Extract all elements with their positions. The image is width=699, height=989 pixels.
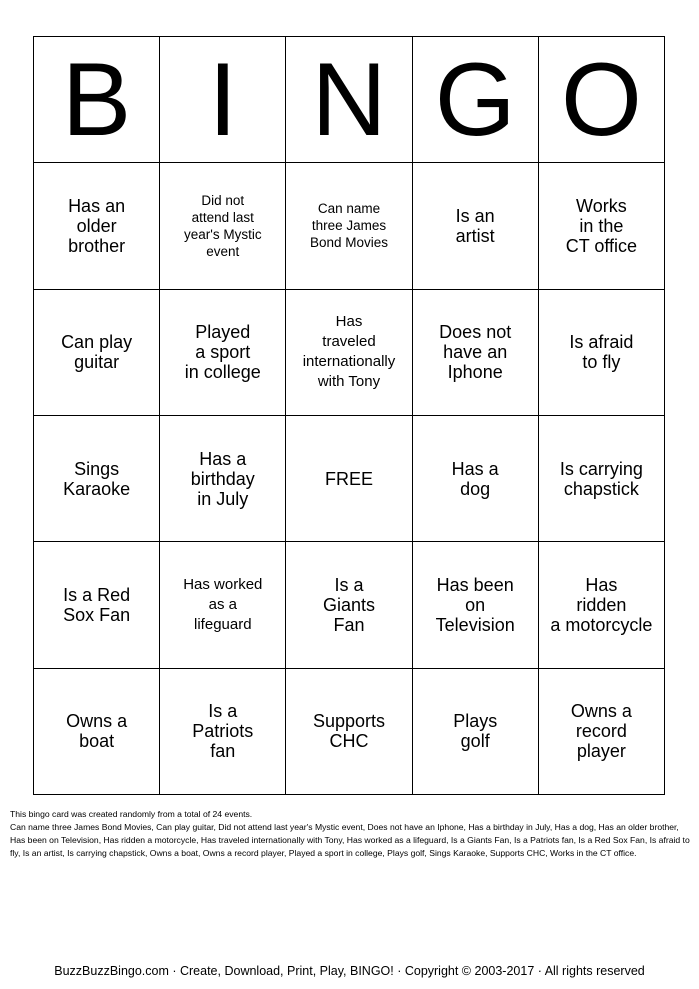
bingo-cell (539, 416, 665, 542)
bingo-cell (160, 163, 286, 289)
cell-text: Is afraid to fly (569, 332, 634, 373)
cell-text: Sings Karaoke (63, 458, 131, 499)
header-cell-n (286, 37, 412, 163)
bingo-cell (160, 290, 286, 416)
bingo-cell (160, 542, 286, 668)
header-cell-g (413, 37, 539, 163)
events-footnote (10, 808, 690, 860)
cell-text: Has worked as a lifeguard (183, 575, 263, 633)
bingo-cell (34, 542, 160, 668)
bingo-cell (160, 416, 286, 542)
cell-text: Has an older brother (68, 195, 126, 256)
bingo-cell (413, 290, 539, 416)
header-letter: B (61, 41, 132, 158)
site-footer: BuzzBuzzBingo.com · Create, Download, Print, Play, BINGO! · Copyright © 2003-2017 · All rights reserved (54, 964, 645, 978)
header-letter: O (560, 41, 642, 158)
cell-text: Has a birthday in July (190, 448, 255, 509)
cell-text: Works in the CT office (565, 195, 638, 256)
bingo-cell (286, 290, 412, 416)
cell-text: Has ridden a motorcycle (550, 574, 653, 635)
cell-text: Has traveled internationally with Tony (302, 313, 396, 391)
cell-text: FREE (324, 468, 373, 489)
bingo-cell (34, 669, 160, 795)
cell-text: Is a Red Sox Fan (63, 584, 131, 625)
cell-text: Can play guitar (61, 332, 133, 373)
cell-text: Is carrying chapstick (559, 458, 643, 499)
header-cell-o (539, 37, 665, 163)
header-letter: N (311, 41, 387, 158)
bingo-cell (413, 416, 539, 542)
bingo-cell (539, 542, 665, 668)
cell-text: Owns a record player (570, 701, 632, 762)
bingo-cell (539, 669, 665, 795)
cell-text: Did not attend last year's Mystic event (183, 192, 262, 259)
bingo-cell (34, 163, 160, 289)
free-cell (286, 416, 412, 542)
cell-text: Can name three James Bond Movies (309, 201, 389, 251)
footnote-summary: This bingo card was created randomly from a total of 24 events. (10, 809, 253, 819)
bingo-cell (34, 416, 160, 542)
cell-text: Is an artist (455, 205, 495, 246)
cell-text: Is a Patriots fan (192, 701, 254, 762)
cell-text: Owns a boat (66, 711, 128, 752)
bingo-cell (286, 669, 412, 795)
cell-text: Supports CHC (312, 711, 386, 752)
bingo-cell (413, 669, 539, 795)
bingo-cell (286, 542, 412, 668)
cell-text: Has a dog (451, 458, 499, 499)
header-letter: I (208, 41, 238, 158)
bingo-cell (160, 669, 286, 795)
bingo-cell (539, 290, 665, 416)
cell-text: Has been on Television (435, 574, 515, 635)
bingo-cell (539, 163, 665, 289)
bingo-cell (286, 163, 412, 289)
bingo-cell (34, 290, 160, 416)
header-cell-b (34, 37, 160, 163)
cell-text: Played a sport in college (184, 322, 261, 383)
cell-text: Does not have an Iphone (439, 322, 512, 383)
bingo-cell (413, 163, 539, 289)
footnote-event-list: Can name three James Bond Movies, Can play guitar, Did not attend last year's Mystic event, Does not have an Iphone, Has a birthday in July, Has a dog, Has an older brother, Has been on Television, Has ridden a motorcycle, Has traveled internationally with Tony, Has worked as a lifeguard, Is a Giants Fan, Is a Patriots fan, Is a Red Sox Fan, Is afraid to fly, Is an artist, Is carrying chapstick, Owns a boat, Owns a record player, Played a sport in college, Plays golf, Sings Karaoke, Supports CHC, Works in the CT office. (10, 822, 690, 858)
bingo-cell (413, 542, 539, 668)
header-letter: G (434, 41, 516, 158)
header-cell-i (160, 37, 286, 163)
cell-text: Plays golf (453, 711, 498, 752)
cell-text: Is a Giants Fan (322, 574, 375, 635)
bingo-card (33, 36, 665, 795)
